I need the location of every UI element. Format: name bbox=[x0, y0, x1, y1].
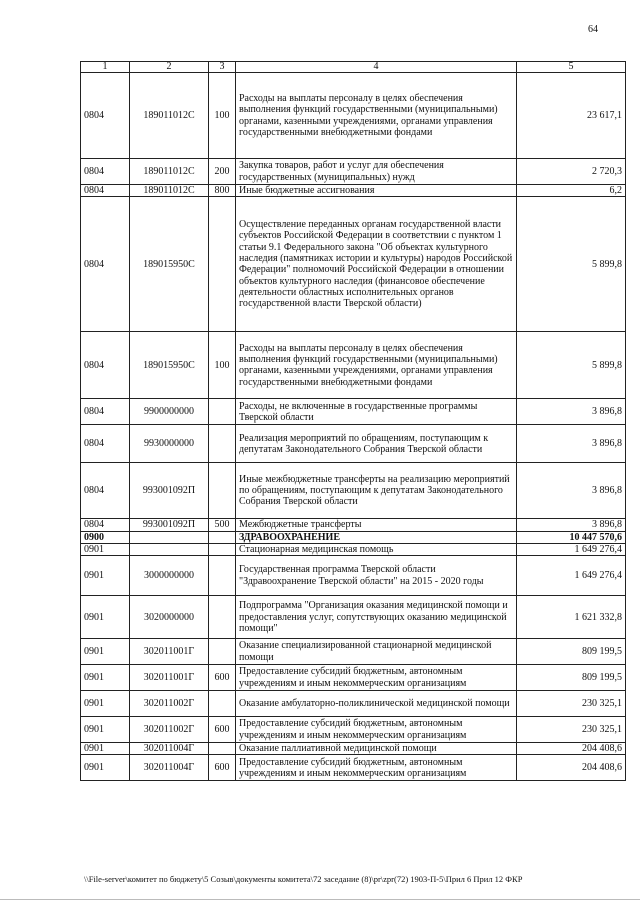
target-article-cell: 302011004Г bbox=[130, 743, 209, 755]
amount-cell: 3 896,8 bbox=[517, 425, 626, 463]
amount-cell: 5 899,8 bbox=[517, 332, 626, 399]
expense-type-cell bbox=[209, 543, 236, 555]
target-article-cell: 3020000000 bbox=[130, 596, 209, 639]
table-row bbox=[81, 691, 626, 717]
description-cell: Государственная программа Тверской области "Здравоохранение Тверской области" на 2015 - 2020 годы bbox=[236, 556, 517, 596]
target-article-cell: 993001092П bbox=[130, 463, 209, 519]
section-code-cell: 0804 bbox=[81, 197, 130, 332]
amount-cell: 10 447 570,6 bbox=[517, 531, 626, 543]
table-row bbox=[81, 556, 626, 596]
section-code-cell: 0804 bbox=[81, 463, 130, 519]
page-number: 64 bbox=[588, 24, 598, 35]
table-row bbox=[81, 531, 626, 543]
column-header: 5 bbox=[517, 62, 626, 73]
description-cell: Подпрограмма "Организация оказания медицинской помощи и предоставления услуг, сопутствующих оказанию медицинской помощи" bbox=[236, 596, 517, 639]
description-cell: Иные межбюджетные трансферты на реализацию мероприятий по обращениям, поступающим к депутатам Законодательного Собрания Тверской области bbox=[236, 463, 517, 519]
expense-type-cell bbox=[209, 197, 236, 332]
target-article-cell bbox=[130, 543, 209, 555]
table-row bbox=[81, 73, 626, 159]
expense-type-cell bbox=[209, 691, 236, 717]
column-header: 1 bbox=[81, 62, 130, 73]
section-code-cell: 0901 bbox=[81, 665, 130, 691]
target-article-cell: 3000000000 bbox=[130, 556, 209, 596]
description-cell: Оказание паллиативной медицинской помощи bbox=[236, 743, 517, 755]
expense-type-cell bbox=[209, 425, 236, 463]
table-row bbox=[81, 743, 626, 755]
table-row bbox=[81, 639, 626, 665]
section-code-cell: 0804 bbox=[81, 185, 130, 197]
amount-cell: 2 720,3 bbox=[517, 159, 626, 185]
table-row bbox=[81, 755, 626, 781]
table-row bbox=[81, 399, 626, 425]
expense-type-cell bbox=[209, 463, 236, 519]
amount-cell: 3 896,8 bbox=[517, 463, 626, 519]
expense-type-cell: 600 bbox=[209, 755, 236, 781]
amount-cell: 204 408,6 bbox=[517, 755, 626, 781]
description-cell: Расходы на выплаты персоналу в целях обеспечения выполнения функций государственными (муниципальными) органами, казенными учреждениями, органами управления государственными внебюджетными фондами bbox=[236, 332, 517, 399]
expense-type-cell: 200 bbox=[209, 159, 236, 185]
expense-type-cell: 600 bbox=[209, 665, 236, 691]
target-article-cell: 189011012С bbox=[130, 185, 209, 197]
table-row bbox=[81, 543, 626, 555]
expense-type-cell bbox=[209, 531, 236, 543]
column-header: 2 bbox=[130, 62, 209, 73]
section-code-cell: 0804 bbox=[81, 73, 130, 159]
description-cell: Оказание амбулаторно-поликлинической медицинской помощи bbox=[236, 691, 517, 717]
amount-cell: 1 649 276,4 bbox=[517, 543, 626, 555]
amount-cell: 3 896,8 bbox=[517, 519, 626, 531]
target-article-cell: 189015950С bbox=[130, 332, 209, 399]
target-article-cell: 189011012С bbox=[130, 73, 209, 159]
column-header: 3 bbox=[209, 62, 236, 73]
amount-cell: 23 617,1 bbox=[517, 73, 626, 159]
target-article-cell: 189011012С bbox=[130, 159, 209, 185]
amount-cell: 6,2 bbox=[517, 185, 626, 197]
table-row bbox=[81, 665, 626, 691]
section-code-cell: 0900 bbox=[81, 531, 130, 543]
target-article-cell: 9930000000 bbox=[130, 425, 209, 463]
target-article-cell bbox=[130, 531, 209, 543]
section-code-cell: 0901 bbox=[81, 691, 130, 717]
description-cell: Стационарная медицинская помощь bbox=[236, 543, 517, 555]
section-code-cell: 0804 bbox=[81, 332, 130, 399]
description-cell: Закупка товаров, работ и услуг для обеспечения государственных (муниципальных) нужд bbox=[236, 159, 517, 185]
section-code-cell: 0804 bbox=[81, 425, 130, 463]
description-cell: Предоставление субсидий бюджетным, автономным учреждениям и иным некоммерческим организациям bbox=[236, 717, 517, 743]
table-row bbox=[81, 596, 626, 639]
section-code-cell: 0804 bbox=[81, 519, 130, 531]
amount-cell: 809 199,5 bbox=[517, 639, 626, 665]
expense-type-cell: 800 bbox=[209, 185, 236, 197]
budget-table bbox=[80, 61, 626, 781]
target-article-cell: 302011002Г bbox=[130, 717, 209, 743]
description-cell: Межбюджетные трансферты bbox=[236, 519, 517, 531]
amount-cell: 204 408,6 bbox=[517, 743, 626, 755]
target-article-cell: 9900000000 bbox=[130, 399, 209, 425]
table-header-row bbox=[81, 62, 626, 73]
description-cell: Оказание специализированной стационарной медицинской помощи bbox=[236, 639, 517, 665]
amount-cell: 3 896,8 bbox=[517, 399, 626, 425]
expense-type-cell: 100 bbox=[209, 73, 236, 159]
section-code-cell: 0901 bbox=[81, 717, 130, 743]
description-cell: Иные бюджетные ассигнования bbox=[236, 185, 517, 197]
expense-type-cell bbox=[209, 639, 236, 665]
table-row bbox=[81, 159, 626, 185]
table-row bbox=[81, 197, 626, 332]
description-cell: Осуществление переданных органам государственной власти субъектов Российской Федерации в соответствии с пунктом 1 статьи 9.1 Федерального закона "Об объектах культурного наследия (памятниках истории и культуры) народов Российской Федерации" полномочий Российской Федерации в отношении объектов культурного наследия (финансовое обеспечение деятельности областных исполнительных органов государственной власти Тверской области) bbox=[236, 197, 517, 332]
target-article-cell: 302011001Г bbox=[130, 665, 209, 691]
scan-edge-divider bbox=[0, 899, 640, 900]
description-cell: Предоставление субсидий бюджетным, автономным учреждениям и иным некоммерческим организациям bbox=[236, 665, 517, 691]
section-code-cell: 0901 bbox=[81, 743, 130, 755]
file-path-footer: \\File-server\комитет по бюджету\5 Созыв\документы комитета\72 заседание (8)\pr\zpr(72) 1903-П-5\Прил 6 Прил 12 ФКР bbox=[84, 874, 523, 884]
amount-cell: 1 621 332,8 bbox=[517, 596, 626, 639]
description-cell: Расходы на выплаты персоналу в целях обеспечения выполнения функций государственными (муниципальными) органами, казенными учреждениями, органами управления государственными внебюджетными фондами bbox=[236, 73, 517, 159]
description-cell: Предоставление субсидий бюджетным, автономным учреждениям и иным некоммерческим организациям bbox=[236, 755, 517, 781]
section-code-cell: 0901 bbox=[81, 639, 130, 665]
table-row bbox=[81, 332, 626, 399]
section-code-cell: 0804 bbox=[81, 399, 130, 425]
amount-cell: 5 899,8 bbox=[517, 197, 626, 332]
amount-cell: 230 325,1 bbox=[517, 691, 626, 717]
amount-cell: 1 649 276,4 bbox=[517, 556, 626, 596]
expense-type-cell bbox=[209, 399, 236, 425]
table-row bbox=[81, 185, 626, 197]
table-row bbox=[81, 519, 626, 531]
amount-cell: 809 199,5 bbox=[517, 665, 626, 691]
section-code-cell: 0901 bbox=[81, 556, 130, 596]
amount-cell: 230 325,1 bbox=[517, 717, 626, 743]
section-code-cell: 0804 bbox=[81, 159, 130, 185]
target-article-cell: 189015950С bbox=[130, 197, 209, 332]
target-article-cell: 302011002Г bbox=[130, 691, 209, 717]
description-cell: Расходы, не включенные в государственные программы Тверской области bbox=[236, 399, 517, 425]
target-article-cell: 993001092П bbox=[130, 519, 209, 531]
target-article-cell: 302011004Г bbox=[130, 755, 209, 781]
expense-type-cell bbox=[209, 743, 236, 755]
table-row bbox=[81, 425, 626, 463]
table-row bbox=[81, 463, 626, 519]
expense-type-cell bbox=[209, 596, 236, 639]
table-row bbox=[81, 717, 626, 743]
column-header: 4 bbox=[236, 62, 517, 73]
description-cell: Реализация мероприятий по обращениям, поступающим к депутатам Законодательного Собрания Тверской области bbox=[236, 425, 517, 463]
target-article-cell: 302011001Г bbox=[130, 639, 209, 665]
section-code-cell: 0901 bbox=[81, 755, 130, 781]
section-code-cell: 0901 bbox=[81, 596, 130, 639]
description-cell: ЗДРАВООХРАНЕНИЕ bbox=[236, 531, 517, 543]
expense-type-cell: 100 bbox=[209, 332, 236, 399]
expense-type-cell: 600 bbox=[209, 717, 236, 743]
expense-type-cell: 500 bbox=[209, 519, 236, 531]
section-code-cell: 0901 bbox=[81, 543, 130, 555]
expense-type-cell bbox=[209, 556, 236, 596]
